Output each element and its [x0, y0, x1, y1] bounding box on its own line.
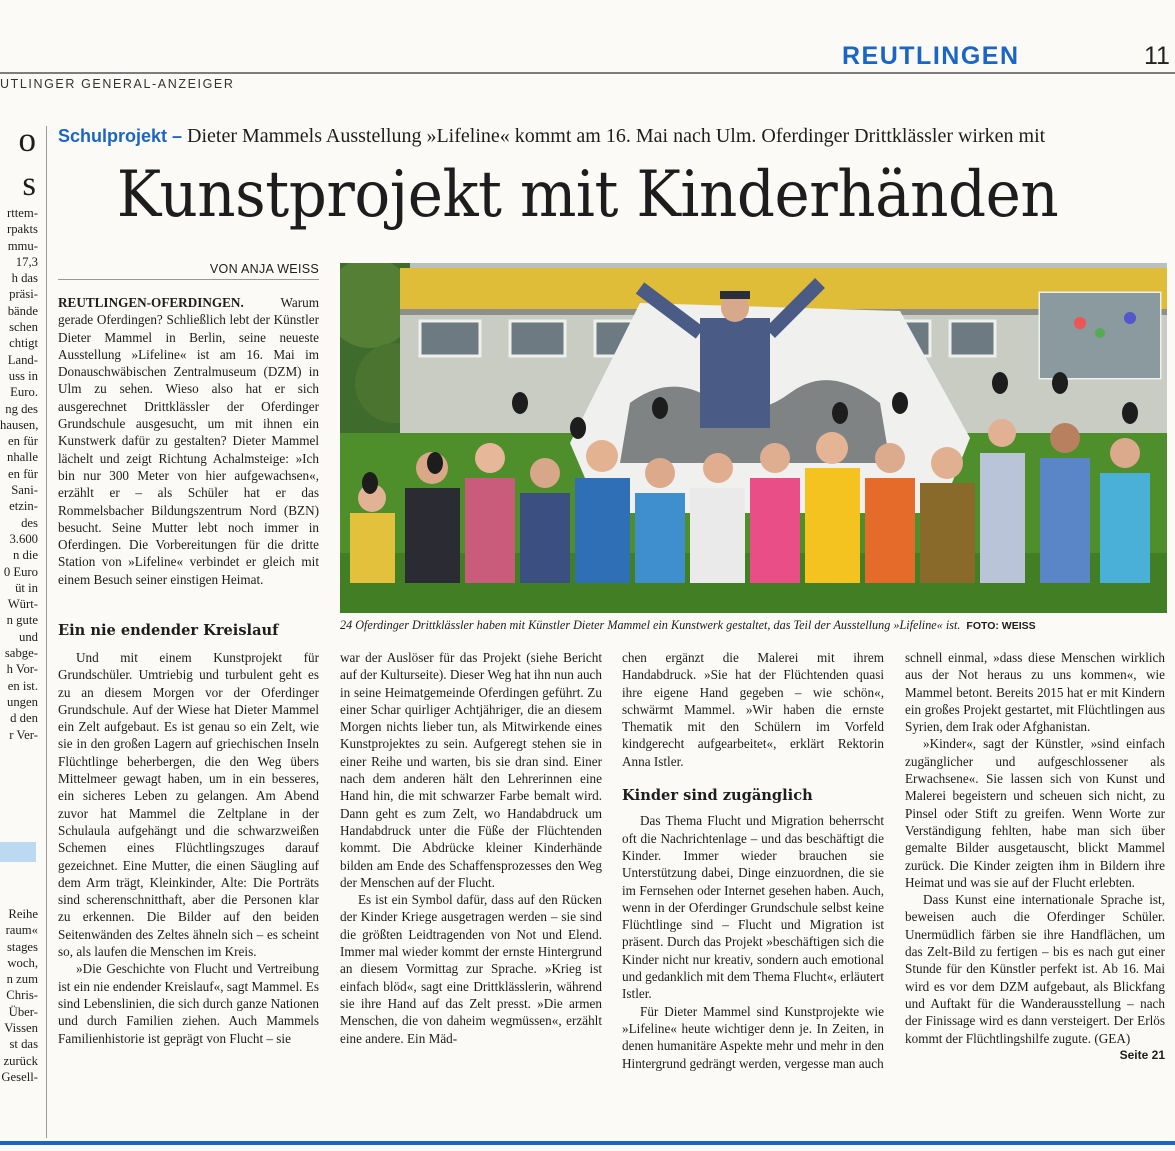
neighbour-line: und	[18, 629, 38, 644]
neighbour-line: Euro.	[10, 385, 38, 400]
byline: VON ANJA WEISS	[209, 262, 319, 276]
neighbour-line: Sani-	[11, 483, 38, 498]
neighbour-line: r Ver-	[9, 727, 38, 742]
col2-paragraph-1: war der Auslöser für das Projekt (siehe Bericht auf der Kulturseite). Dieser Weg hat ihn nun auch in seine Heimatgemeinde Oferdingen geführt. Zu einer Schar quirliger Achtjähriger, die an diesem Morgen nichts lieber tun, als Mitwirkende eines Kunstprojektes zu sein. Aufgeregt stehen sie in einer Reihe und warten, bis sie dran sind. Einer nach dem anderen hält den Lehrerinnen eine Hand hin, die mit schwarzer Farbe bemalt wird. Dann geht es zum Zelt, wo Handabdruck um Handabdruck unter die Füße der Flüchtenden kommt. Die Abdrücke kleiner Kinderhände bilden am Ende des Schaffensprozesses den Weg der Menschen auf der Flucht.	[340, 650, 602, 890]
neighbour-line: Würt-	[7, 597, 38, 612]
neighbour-line: Vissen	[4, 1021, 38, 1036]
section-name: REUTLINGEN	[842, 42, 1020, 70]
kicker	[58, 125, 1045, 148]
neighbour-line: Land-	[7, 352, 38, 367]
neighbour-line: Über-	[8, 1004, 38, 1019]
byline-rule	[58, 279, 319, 280]
neighbour-line: en für	[8, 434, 38, 449]
neighbour-line: en ist.	[7, 678, 38, 693]
subhead-kreislauf: Ein nie endender Kreislauf	[58, 622, 279, 639]
neighbour-line: en für	[8, 466, 38, 481]
neighbour-line: schen	[9, 320, 38, 335]
neighbour-line: uss in	[8, 368, 38, 383]
neighbour-line: Gesell-	[1, 1069, 38, 1084]
neighbour-line: üt in	[15, 580, 38, 595]
neighbour-line: 17,3	[15, 254, 38, 269]
neighbour-column-fragment-lower	[0, 906, 38, 1085]
neighbour-line: etzin-	[9, 499, 38, 514]
neighbour-line: n gute	[6, 613, 38, 628]
kicker-keyword: Schulprojekt –	[58, 126, 183, 146]
col3-paragraph-2: Das Thema Flucht und Migration beherrscht oft die Nachrichtenlage – und das beschäftigt die Kinder. Immer wieder brauchen sie Unterstützung dabei, Dinge einzuordnen, die sie im Fernsehen oder Internet gesehen haben. Auch, wenn in der Oferdinger Grundschule selbst keine Flüchtlinge sind – Flucht und Migration ist präsent. Durch das Projekt »beschäftigen sich die Kinder nicht nur kreativ, sondern auch emotional und gedanklich mit dem Thema Flucht«, erläutert Istler.	[622, 813, 884, 1002]
neighbour-line: stages	[6, 939, 38, 954]
neighbour-line: des	[21, 515, 38, 530]
photo-children-tent	[340, 263, 1167, 613]
col1-paragraph-2: »Die Geschichte von Flucht und Vertreibung ist ein nie endender Kreislauf«, sagt Mammel. Es sind Lebenslinien, die sich durch ganze Nationen und durch Familien ziehen. Auch Mammels Familienhistorie ist geprägt von Flucht – sie	[58, 961, 319, 1046]
column-1	[58, 649, 319, 1047]
subhead-kinder: Kinder sind zugänglich	[622, 787, 813, 805]
neighbour-line: n die	[12, 548, 38, 563]
neighbour-line: woch,	[7, 955, 38, 970]
column-4	[905, 649, 1165, 1064]
column-3	[622, 649, 884, 1072]
col3-paragraph-1: chen ergänzt die Malerei mit ihrem Handabdruck. »Sie hat der Flüchtenden quasi ihre eigene Hand gegeben – wie schön«, schwärmt Mammel. »Wir haben die ernste Thematik mit den Schülern im Vorfeld kindgerecht aufgearbeitet«, erklärt Rektorin Anna Istler.	[622, 650, 884, 769]
article-intro	[58, 294, 319, 588]
col3-paragraph-3: Für Dieter Mammel sind Kunstprojekte wie »Lifeline« heute wichtiger denn je. In Zeiten, in denen humanitäre Aspekte mehr und mehr in den Hintergrund gedrängt werden, vergesse man auch	[622, 1003, 884, 1071]
neighbour-line: bände	[7, 303, 38, 318]
neighbour-line: st das	[9, 1037, 38, 1052]
kicker-text: Dieter Mammels Ausstellung »Lifeline« kommt am 16. Mai nach Ulm. Oferdinger Drittklässler wirken mit	[187, 125, 1046, 147]
footer-rule	[0, 1141, 1175, 1145]
neighbour-line: mmu-	[7, 238, 38, 253]
dateline: REUTLINGEN-OFERDINGEN.	[58, 295, 244, 310]
headline: Kunstprojekt mit Kinderhänden	[116, 158, 1059, 232]
col4-paragraph-1: schnell einmal, »dass diese Menschen wirklich aus der Not heraus zu uns kommen«, wie Mammel betont. Bereits 2015 hat er mit Kindern ein großes Projekt gestartet, mit Flüchtlingen aus Syrien, dem Irak oder Afghanistan.	[905, 650, 1165, 735]
photo-credit: FOTO: WEISS	[966, 620, 1036, 632]
neighbour-line: ng des	[5, 401, 38, 416]
caption-text: 24 Oferdinger Drittklässler haben mit Künstler Dieter Mammel ein Kunstwerk gestaltet, das Teil der Ausstellung »Lifeline« ist.	[340, 618, 961, 632]
col4-paragraph-2: »Kinder«, sagt der Künstler, »sind einfach zugänglicher und aufgeschlossener als Erwachsene«. Sie lassen sich von Kunst und Malerei begeistern und scheuen sich nicht, zu Pinsel oder Stift zu greifen. Wenn Worte zur Verständigung fehlten, habe man sich über gemalte Bilder ausgetauscht, blickt Mammel zurück. Die Kinder zeigten ihm in Bildern ihre Heimat und was sie auf der Flucht erlebten.	[905, 736, 1165, 890]
neighbour-line: 0 Euro	[3, 564, 38, 579]
newspaper-name: UTLINGER GENERAL-ANZEIGER	[0, 77, 235, 91]
intro-text: Warum gerade Oferdingen? Schließlich lebt der Künstler Dieter Mammel in Berlin, seine neueste Ausstellung »Lifeline« ist am 16. Mai im Donauschwäbischen Zentralmuseum (DZM) in Ulm zu sehen. Wieso also hat er sich ausgerechnet Drittklässler der Oferdinger Grundschule ausgesucht, um mit ihnen ein Kunstwerk dafür zu gestalten? Dieter Mammel lächelt und zeigt Richtung Achalmsteige: »Ich bin nur 300 Meter von hier aufgewachsen«, erzählt er – als Schüler hat er das Rommelsbacher Bildungszentrum Nord (BZN) besucht. Seine Mutter lebt noch immer in Oferdingen. Die Vorbereitungen für die dritte Station von »Lifeline« verbindet er gleich mit einem Besuch seiner einstigen Heimat.	[58, 295, 319, 587]
see-page-reference: Seite 21	[1119, 1047, 1165, 1062]
col2-paragraph-2: Es ist ein Symbol dafür, dass auf den Rücken der Kinder Kriege ausgetragen werden – sie sind die größten Leidtragenden von Not und Elend. Immer mal wieder kommt der ernste Hintergrund an diesem Vormittag zur Sprache. »Krieg ist einfach blöd«, sagt eine Drittklässlerin, während sie ihre Hand auf das Zelt presst. »Die armen Menschen, die von daheim wegmüssen«, erzählt eine andere. Ein Mäd-	[340, 892, 602, 1046]
neighbour-line: n zum	[6, 972, 38, 987]
neighbour-line: sabge-	[4, 646, 38, 661]
neighbour-line: h das	[11, 271, 38, 286]
neighbour-line: chtigt	[9, 336, 38, 351]
col4-paragraph-3: Dass Kunst eine internationale Sprache ist, beweisen auch die Oferdinger Schüler. Unermüdlich färben sie ihre Handflächen, um das Zelt-Bild zu fertigen – bis es nach gut einer Stunde für den Künstler perfekt ist. Ab 16. Mai wird es vor dem DZM aufgebaut, als Blickfang und Auftakt für die Wanderausstellung – nach der Finissage wird es dann versteigert. Der Erlös kommt der Flüchtlingshilfe zugute. (GEA)	[905, 892, 1165, 1046]
neighbour-line: Reihe	[8, 907, 38, 921]
neighbour-line: d den	[10, 711, 38, 726]
neighbour-line: raum«	[5, 923, 38, 938]
page-number: 11	[1144, 42, 1170, 70]
column-divider	[46, 126, 47, 1138]
neighbour-line: ungen	[6, 694, 38, 709]
neighbour-line: rpakts	[6, 222, 38, 237]
column-2	[340, 649, 602, 1047]
neighbour-column-fragment	[0, 205, 38, 743]
neighbour-blue-box	[0, 842, 36, 862]
neighbour-line: Chris-	[6, 988, 38, 1003]
neighbour-line: zurück	[3, 1053, 38, 1068]
neighbour-line: präsi-	[9, 287, 38, 302]
article-photo	[340, 263, 1167, 613]
col1-paragraph-1: Und mit einem Kunstprojekt für Grundschüler. Umtriebig und turbulent geht es zu an diesem Morgen vor der Oferdinger Grundschule. Auf der Wiese hat Dieter Mammel ein Zelt aufgebaut. Es ist genau so ein Zelt, wie sie in den großen Lagern auf griechischen Inseln Flüchtlinge beherbergen, die den Weg übers Mittelmeer gewagt haben, um in ein besseres, ein sicheres Leben zu gelangen. Am Abend zuvor hat Mammel die Zeltplane in der Schulaula aufgehängt und die schwarzweißen Schemen eines Flüchtlingszuges darauf gezeichnet. Eine Mutter, die einen Säugling auf dem Arm trägt, Kleinkinder, Alte: Die Porträts sind scherenschnitthaft, aber die Personen klar zu erkennen. Die Bilder auf den beiden Seitenwänden des Zeltes ähneln sich – es scheint so, als laufen die Menschen im Kreis.	[58, 650, 319, 960]
neighbour-line: 3.600	[9, 531, 38, 546]
neighbour-line: nhalle	[6, 450, 38, 465]
neighbour-line: rttem-	[6, 206, 38, 220]
header-rule	[0, 72, 1175, 74]
neighbour-line: hausen,	[0, 417, 38, 432]
photo-caption	[340, 618, 1167, 633]
neighbour-line: h Vor-	[6, 662, 38, 677]
neighbour-headline-fragment: o s	[18, 120, 36, 203]
